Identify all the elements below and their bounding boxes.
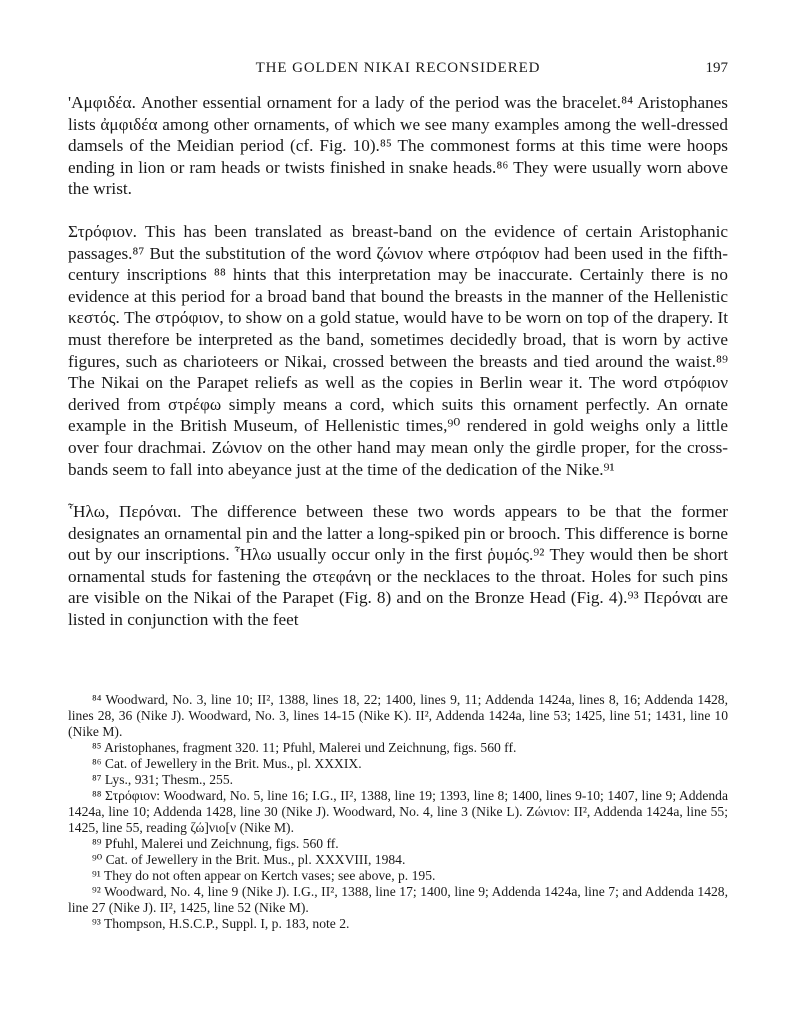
paragraph-strophion: Στρόφιον. This has been translated as breast-band on the evidence of certain Aristophanic passages.⁸⁷ But the substitution of the word ζώνιον where στρόφιον had been used in the fifth-century inscriptions ⁸⁸ hints that this interpretation may be inaccurate. Certainly there is no evidence at this period for a broad band that bound the breasts in the manner of the Hellenistic κεστός. The στρόφιον, to show on a gold statue, would have to be worn on top of the drapery. It must therefore be interpreted as the band, sometimes decidedly broad, that is worn by active figures, such as charioteers or Nikai, crossed between the breasts and tied around the waist.⁸⁹ The Nikai on the Parapet reliefs as well as the copies in Berlin wear it. The word στρόφιον derived from στρέφω simply means a cord, which suits this ornament perfectly. An ornate example in the British Museum, of Hellenistic times,⁹⁰ rendered in gold weighs only a little over four drachmai. Ζώνιον on the other hand may mean only the girdle proper, for the cross-bands seem to fall into abeyance just at the time of the dedication of the Nike.⁹¹ [68, 221, 728, 479]
paragraph-helo-peronai: Ἧλω, Περόναι. The difference between these two words appears to be that the former designates an ornamental pin and the latter a long-spiked pin or brooch. This difference is borne out by our inscriptions. Ἧλω usually occur only in the first ῥυμός.⁹² They would then be short ornamental studs for fastening the στεφάνη or the necklaces to the throat. Holes for such pins are visible on the Nikai of the Parapet (Fig. 8) and on the Bronze Head (Fig. 4).⁹³ Περόναι are listed in conjunction with the feet [68, 502, 728, 630]
main-text [68, 92, 728, 652]
footnote-92: ⁹² Woodward, No. 4, line 9 (Nike J). I.G., II², 1388, line 17; 1400, line 9; Addenda 1424a, line 7; and Addenda 1428, line 27 (Nike J). II², 1425, line 52 (Nike M). [68, 884, 728, 915]
footnote-86: ⁸⁶ Cat. of Jewellery in the Brit. Mus., pl. XXXIX. [92, 756, 362, 771]
footnote-89: ⁸⁹ Pfuhl, Malerei und Zeichnung, figs. 560 ff. [92, 836, 339, 851]
footnote-84: ⁸⁴ Woodward, No. 3, line 10; II², 1388, lines 18, 22; 1400, lines 9, 11; Addenda 1424a, lines 8, 16; Addenda 1428, lines 28, 36 (Nike J). Woodward, No. 3, lines 14-15 (Nike K). II², Addenda 1424a, line 53; 1425, line 51; 1431, line 10 (Nike M). [68, 692, 728, 739]
footnote-93: ⁹³ Thompson, H.S.C.P., Suppl. I, p. 183, note 2. [92, 916, 350, 931]
footnote-85: ⁸⁵ Aristophanes, fragment 320. 11; Pfuhl, Malerei und Zeichnung, figs. 560 ff. [92, 740, 517, 755]
paragraph-amphidea: 'Αμφιδέα. Another essential ornament for a lady of the period was the bracelet.⁸⁴ Aristophanes lists ἀμφιδέα among other ornaments, of which we see many examples among the well-dressed damsels of the Meidian period (cf. Fig. 10).⁸⁵ The commonest forms at this time were hoops ending in lion or ram heads or twists finished in snake heads.⁸⁶ They were usually worn above the wrist. [68, 93, 728, 199]
footnote-87: ⁸⁷ Lys., 931; Thesm., 255. [92, 772, 234, 787]
footnote-91: ⁹¹ They do not often appear on Kertch vases; see above, p. 195. [92, 868, 436, 883]
running-title: THE GOLDEN NIKAI RECONSIDERED [255, 60, 541, 76]
page-header [68, 60, 728, 82]
footnotes [68, 692, 728, 932]
footnote-90: ⁹⁰ Cat. of Jewellery in the Brit. Mus., pl. XXXVIII, 1984. [92, 852, 406, 867]
page-number: 197 [705, 60, 728, 76]
footnote-88: ⁸⁸ Στρόφιον: Woodward, No. 5, line 16; I.G., II², 1388, line 19; 1393, line 8; 1400, lines 9-10; 1407, line 9; Addenda 1424a, line 10; Addenda 1428, line 30 (Nike J). Woodward, No. 4, line 3 (Nike L). Ζώνιον: II², Addenda 1424a, line 55; 1425, line 55, reading ζώ]νιο[ν (Nike M). [68, 788, 728, 835]
